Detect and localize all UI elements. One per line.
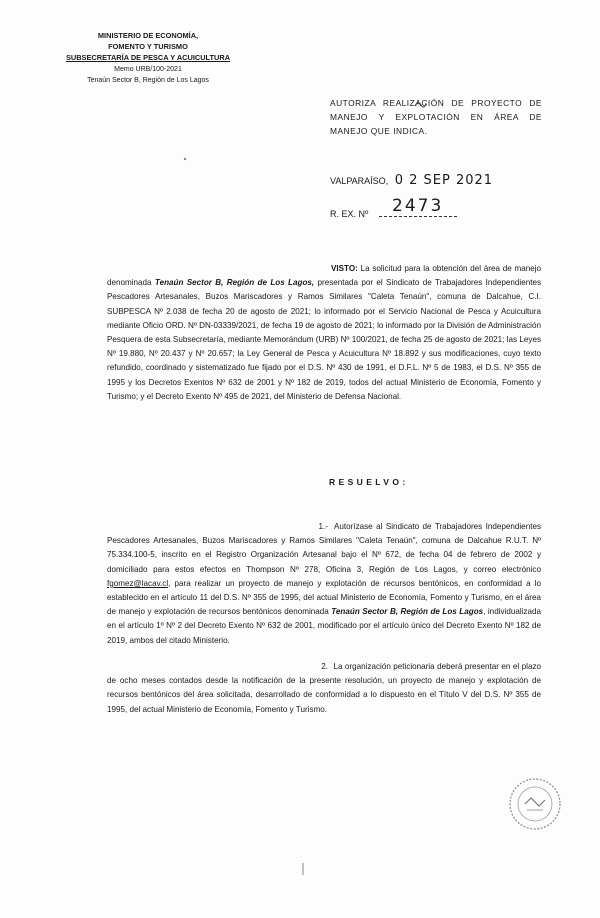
item-1-paragraph	[107, 520, 541, 648]
item-1-email[interactable]: fgomez@lacav.cl	[107, 578, 169, 588]
visto-paragraph	[107, 262, 541, 404]
visto-text-1: La solicitud para la obtención del área de manejo denominada	[107, 264, 542, 288]
sector-reference: Tenaún Sector B, Región de Los Lagos	[87, 76, 209, 84]
item-1-area-name: Tenaún Sector B, Región de Los Lagos	[331, 607, 484, 617]
ministry-name: MINISTERIO DE ECONOMÍA,	[97, 31, 199, 40]
item-2-number: 2.	[321, 662, 328, 671]
institution-header	[48, 30, 248, 86]
official-seal-stamp-icon	[507, 776, 563, 832]
resuelvo-heading: RESUELVO:	[329, 477, 409, 487]
visto-area-name: Tenaún Sector B, Región de Los Lagos,	[154, 278, 315, 288]
visto-text-2: presentada por el Sindicato de Trabajadores Independientes Pescadores Artesanales, Buzos Mariscadores y Ramos Similares "Caleta Tenaún", comuna de Dalcahue, C.I. SUBPESCA Nº 2.038 de fecha 20 de agosto de 2021; lo informado por el Servicio Nacional de Pesca y Acuicultura mediante Oficio ORD. Nº DN-03339/2021, de fecha 19 de agosto de 2021; lo informado por la División de Administración Pesquera de esta Subsecretaría, mediante Memorándum (URB) Nº 100/2021, de fecha 25 de agosto de 2021; las Leyes Nº 19.880, Nº 20.437 y Nº 20.657; la Ley General de Pesca y Acuicultura Nº 18.892 y sus modificaciones, cuyo texto refundido, coordinado y sistematizado fue fijado por el D.S. Nº 430 de 1991, el D.F.L. Nº 5 de 1983, el D.S. Nº 355 de 1995 y los Decretos Exentos Nº 632 de 2001 y Nº 182 de 2019, todos del actual Ministerio de Economía, Fomento y Turismo; y el Decreto Exento Nº 495 de 2021, del Ministerio de Defensa Nacional.	[107, 278, 542, 401]
item-2-paragraph	[107, 660, 541, 717]
rex-number: 2473	[392, 196, 444, 216]
place-label: VALPARAÍSO,	[330, 176, 389, 186]
item-1-text-3: , individualizada en el artículo 1º Nº 2 del Decreto Exento Nº 632 de 2001, modificado por el artículo único del Decreto Exento Nº 182 de 2019, ambos del citado Ministerio.	[107, 607, 541, 645]
ministry-name-2: FOMENTO Y TURISMO	[108, 42, 188, 52]
date-line	[330, 173, 493, 188]
memo-reference: Memo URB/100-2021	[114, 65, 182, 73]
item-1-text-1: Autorízase al Sindicato de Trabajadores Independientes Pescadores Artesanales, Buzos Mariscadores y Ramos Similares "Caleta Tenaún", comuna de Dalcahue R.U.T. Nº 75.334.100-5, inscrito en el Registro Organización Artesanal bajo el Nº 672, de fecha 04 de febrero de 2002 y domiciliado para estos efectos en Thompson Nº 278, Oficina 3, Región de Los Lagos, y correo electrónico	[107, 522, 541, 574]
scan-dot-icon	[180, 154, 190, 164]
visto-heading: VISTO:	[331, 264, 358, 273]
date-stamp: 0 2 SEP 2021	[394, 173, 494, 188]
item-2-text-1: La organización peticionaria deberá presentar en el plazo de ocho meses contados desde la notificación de la presente resolución, un proyecto de manejo y explotación de recursos bentónicos del área solicitada, desarrollado de conformidad a lo dispuesto en el Título V del D.S. Nº 355 de 1995, del actual Ministerio de Economía, Fomento y Turismo.	[107, 662, 541, 714]
subsecretary-name: SUBSECRETARÍA DE PESCA Y ACUICULTURA	[65, 53, 231, 63]
signature-mark-icon	[413, 98, 427, 112]
resolution-number-line	[330, 196, 457, 219]
scan-dot-icon-2	[300, 862, 306, 876]
item-1-number: 1.-	[318, 522, 328, 531]
item-1-text-2: , para realizar un proyecto de manejo y explotación de recursos bentónicos, en conformidad a lo establecido en el artículo 11 del D.S. Nº 355 de 1995, del actual Ministerio de Economía, Fomento y Turismo, en el área de manejo y explotación de recursos bentónicos denominada	[107, 578, 541, 617]
rex-label: R. EX. Nº	[330, 209, 369, 219]
resolution-summary: AUTORIZA REALIZACIÓN DE PROYECTO DE MANEJO Y EXPLOTACIÓN EN ÁREA DE MANEJO QUE INDICA.	[330, 98, 542, 136]
